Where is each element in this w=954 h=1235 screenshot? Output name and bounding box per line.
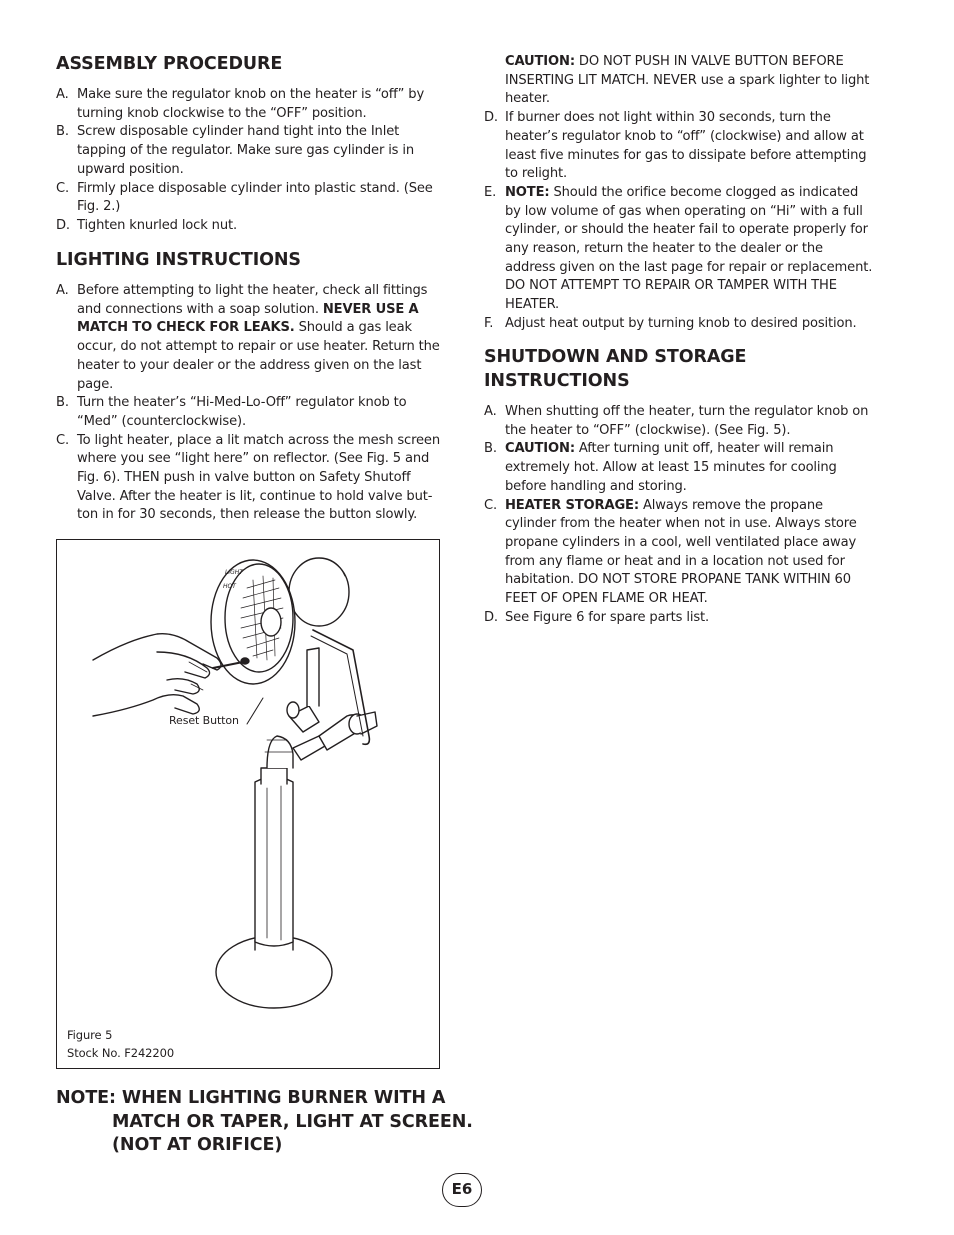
list-item: A. When shutting off the heater, turn the regulator knob on the heater to “OFF” (clockwise). (See Fig. 5). [484,404,869,438]
lighting-steps-continued [484,53,874,334]
list-item: D. If burner does not light within 30 seconds, turn the heater’s regulator knob to “off” (clockwise) and allow at least five minutes for gas to dissipate before attempting to relight. [484,110,867,182]
list-item: B. Screw disposable cylinder hand tight into the Inlet tapping of the regulator. Make sure gas cylinder is in upward position. [56,124,414,177]
lighting-note: NOTE: WHEN LIGHTING BURNER WITH A MATCH OR TAPER, LIGHT AT SCREEN. (NOT AT ORIFICE) [56,1088,473,1155]
shutdown-heading: SHUTDOWN AND STORAGE INSTRUCTIONS [484,347,747,391]
propane-cylinder [255,777,293,946]
figure-caption: Figure 5 Stock No. F242200 [67,1028,175,1060]
list-item: E. NOTE: Should the orifice become clogged as indicated by low volume of gas when operating on “Hi” with a full cylinder, or should the heater fail to operate properly for any reason, return the heater to the dealer or the address given on the last page for repair or replacement. DO NOT ATTEMPT TO REPAIR OR TAMPER WITH THE HEATER. [484,184,873,313]
list-item: C. Firmly place disposable cylinder into plastic stand. (See Fig. 2.) [56,180,433,215]
caution-paragraph: CAUTION: DO NOT PUSH IN VALVE BUTTON BEFORE INSERTING LIT MATCH. NEVER use a spark lighter to light heater. [505,54,870,107]
lighting-heading: LIGHTING INSTRUCTIONS [56,250,301,270]
shutdown-steps [484,403,874,627]
list-item: D. See Figure 6 for spare parts list. [484,609,709,625]
reflector-hot-text: HOT [223,583,236,590]
assembly-steps [56,86,444,236]
page-number: E6 [442,1173,482,1207]
heater-illustration [57,540,441,1070]
reset-button-label: Reset Button [169,714,239,727]
list-item: A. Before attempting to light the heater, check all fittings and connections with a soap solution. NEVER USE A MATCH TO CHECK FOR LEAKS. Should a gas leak occur, do not attempt to repair or use heater. Return the heater to your dealer or the address given on the last page. [56,283,440,392]
list-item: D. Tighten knurled lock nut. [56,217,237,233]
stand-base [216,936,332,1008]
list-item: A. Make sure the regulator knob on the heater is “off” by turning knob clockwise to the “OFF” position. [56,87,425,121]
lighting-steps [56,282,444,525]
assembly-heading: ASSEMBLY PROCEDURE [56,54,283,74]
list-item: B. Turn the heater’s “Hi-Med-Lo-Off” regulator knob to “Med” (counterclockwise). [56,395,407,429]
figure-5 [56,539,440,1069]
list-item: B. CAUTION: After turning unit off, heater will remain extremely hot. Allow at least 15 minutes for cooling before handling and storing. [484,441,837,494]
list-item: C. HEATER STORAGE: Always remove the propane cylinder from the heater when not in use. Always store propane cylinders in a cool, well ventilated place away from any flame or heat and in a location not used for habitation. DO NOT STORE PROPANE TANK WITHIN 60 FEET OF OPEN FLAME OR HEAT. [484,497,857,607]
list-item: C. To light heater, place a lit match across the mesh screen where you see “light here” on reflector. (See Fig. 5 and Fig. 6). THEN push in valve button on Safety Shutoff Valve. After the heater is lit, continue to hold valve but-ton in for 30 seconds, then release the button slowly. [56,432,440,523]
reflector-light-text: LIGHT [225,569,243,576]
list-item: F. Adjust heat output by turning knob to desired position. [484,315,857,331]
